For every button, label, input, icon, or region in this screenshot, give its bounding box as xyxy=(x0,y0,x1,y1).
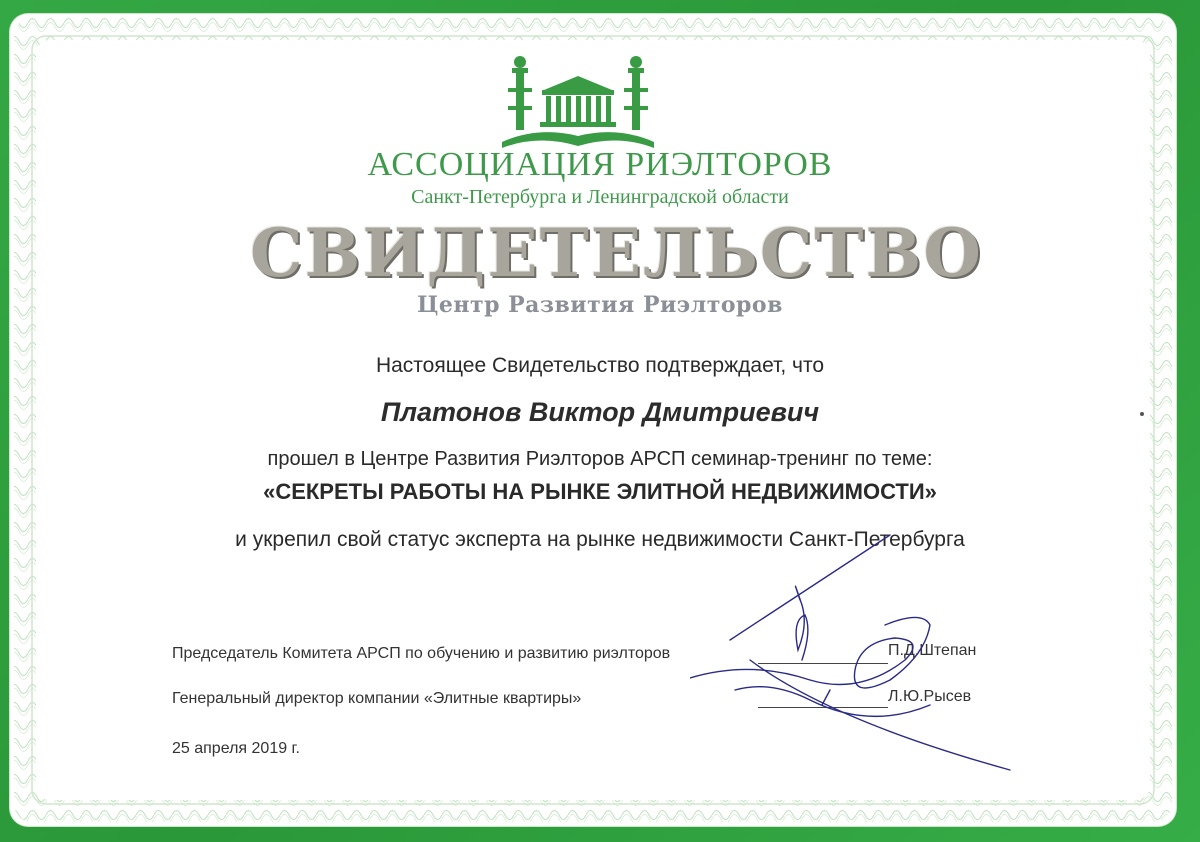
handwritten-signature-icon xyxy=(690,530,1020,780)
recipient-name: Платонов Виктор Дмитриевич xyxy=(380,397,820,427)
signatory-name-1: П.Д.Штепан xyxy=(888,642,977,659)
course-title: «СЕКРЕТЫ РАБОТЫ НА РЫНКЕ ЭЛИТНОЙ НЕДВИЖИМОСТИ» xyxy=(263,479,937,504)
issuer-name: Центр Развития Риэлторов xyxy=(417,292,783,318)
scan-speck xyxy=(1140,412,1144,416)
confirm-text: Настоящее Свидетельство подтверждает, что xyxy=(375,354,825,377)
association-subtitle: Санкт-Петербурга и Ленинградской области xyxy=(411,186,789,208)
association-emblem-icon xyxy=(498,50,658,148)
signatory-name-2: Л.Ю.Рысев xyxy=(888,688,972,705)
outcome-text: и укрепил свой статус эксперта на рынке недвижимости Санкт-Петербурга xyxy=(235,528,965,551)
association-title: АССОЦИАЦИЯ РИЭЛТОРОВ xyxy=(367,146,833,183)
signatory-role-2: Генеральный директор компании «Элитные квартиры» xyxy=(172,690,582,707)
certificate-title: СВИДЕТЕЛЬСТВО xyxy=(250,214,983,292)
signatory-role-1: Председатель Комитета АРСП по обучению и развитию риэлторов xyxy=(172,645,671,662)
issue-date: 25 апреля 2019 г. xyxy=(172,740,300,757)
course-intro: прошел в Центре Развития Риэлторов АРСП семинар-тренинг по теме: xyxy=(267,448,933,470)
